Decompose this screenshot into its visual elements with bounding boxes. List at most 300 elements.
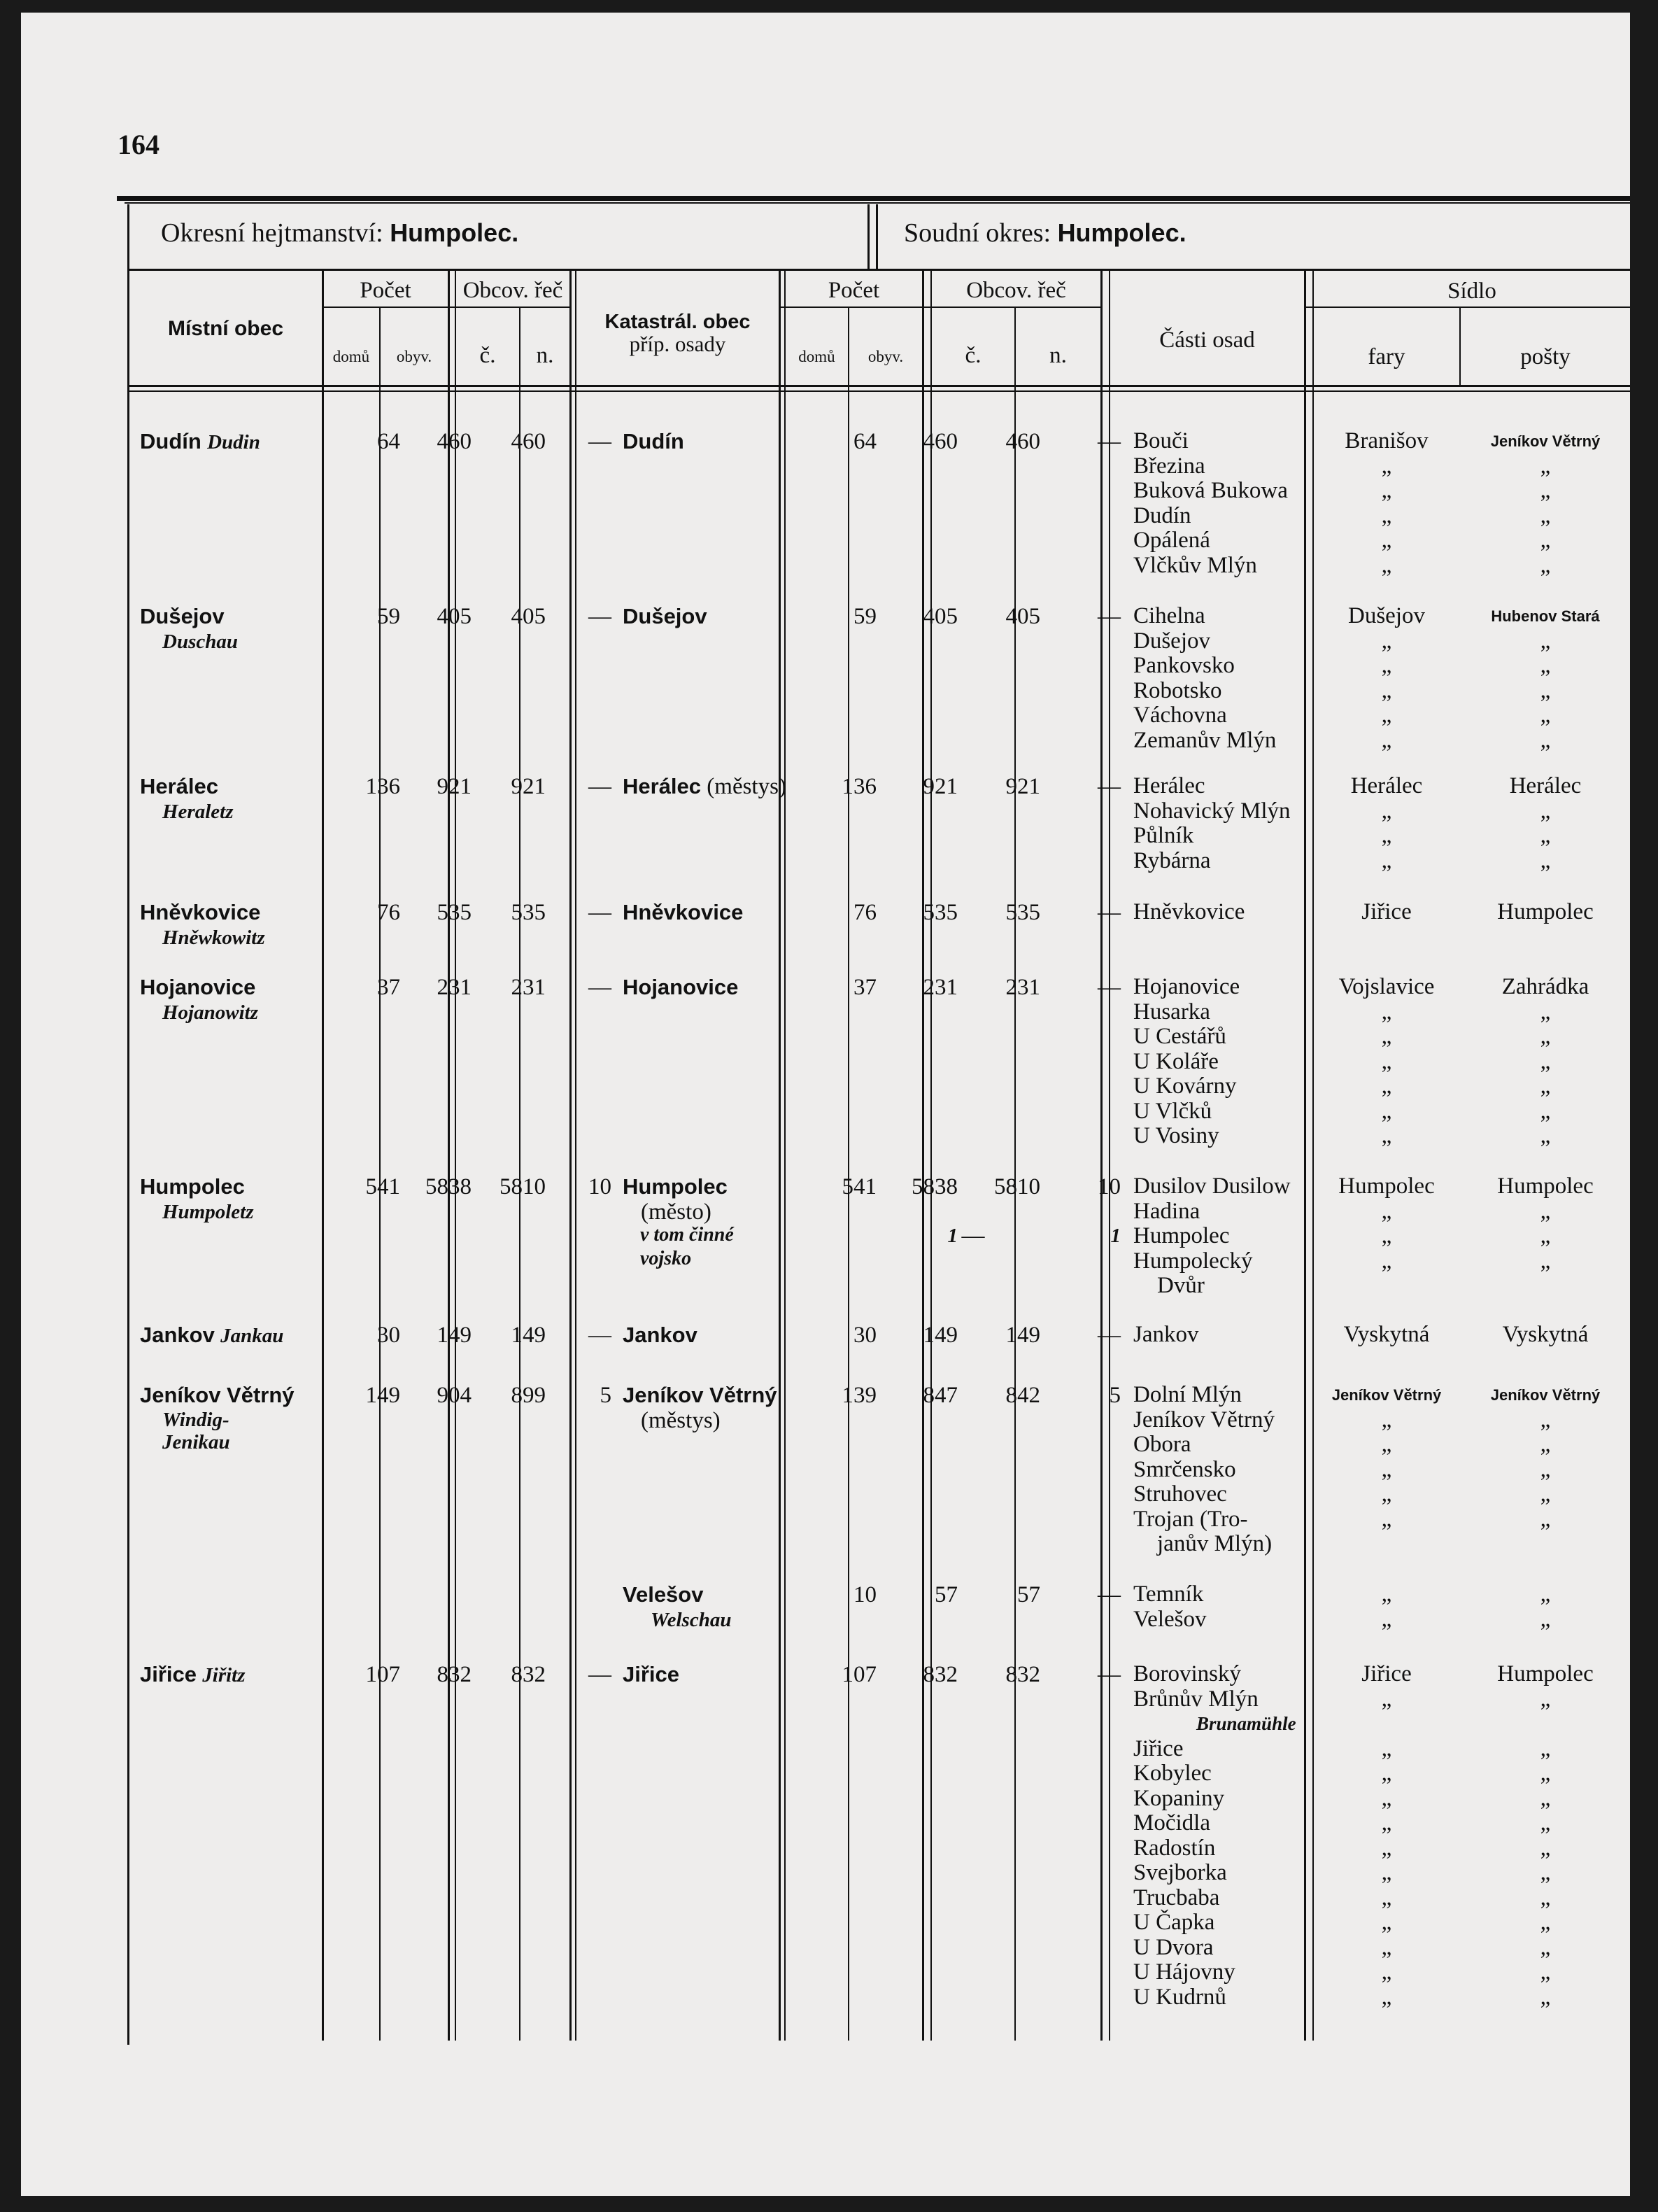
- vrule: [1109, 270, 1110, 2041]
- table-cell-posty: [1461, 774, 1630, 873]
- col-katastr: Katastrál. obec příp. osady: [604, 311, 751, 356]
- fara: „: [1381, 703, 1392, 728]
- cast-osady: Velešov: [1133, 1606, 1207, 1632]
- col-n-2: n.: [1049, 343, 1067, 368]
- table-cell-posty: [1461, 1174, 1630, 1299]
- posta: Herálec: [1509, 773, 1582, 798]
- cast-osady: Robotsko: [1133, 677, 1222, 703]
- table-cell-casti: [1133, 1174, 1291, 1299]
- table-cell-obec: [140, 1323, 322, 1349]
- posta: Humpolec: [1497, 899, 1594, 924]
- table-cell-kat_domu: 10: [853, 1582, 877, 1607]
- posta: „: [1540, 1432, 1551, 1457]
- col-obyv-2: obyv.: [867, 348, 904, 365]
- fara: „: [1381, 1686, 1392, 1712]
- posta: „: [1540, 1606, 1551, 1632]
- table-cell-kat_c: 460: [1005, 429, 1040, 454]
- table-cell-c: 149: [511, 1323, 546, 1348]
- col-mistni-obec: Místní obec: [167, 317, 283, 340]
- col-obyv-1: obyv.: [396, 348, 432, 365]
- fara: „: [1381, 1506, 1392, 1532]
- table-cell-kat_obyv: 5838: [912, 1174, 958, 1199]
- posta: Zahrádka: [1501, 974, 1589, 999]
- vojsko-note: v tom činné vojsko: [640, 1224, 734, 1269]
- table-cell-c: 899: [511, 1383, 546, 1408]
- cast-osady: Hadina: [1133, 1198, 1200, 1224]
- table-cell-n: —: [588, 429, 611, 454]
- table-cell-fary: [1314, 429, 1459, 578]
- cast-osady: Dolní Mlýn: [1133, 1382, 1242, 1407]
- table-cell-posty: [1461, 1582, 1630, 1632]
- cast-osady: Jeníkov Větrný: [1133, 1407, 1275, 1432]
- table-cell-kat_c: 149: [1005, 1323, 1040, 1348]
- colhead-bottom-rule: [127, 385, 1630, 387]
- table-cell-c: 405: [511, 604, 546, 629]
- posta: „: [1540, 999, 1551, 1024]
- table-cell-obec: [140, 604, 322, 654]
- table-cell-fary: [1314, 1174, 1459, 1299]
- table-cell-kat_obyv: 231: [923, 975, 958, 1000]
- fara: „: [1381, 1248, 1392, 1274]
- fara: Vyskytná: [1343, 1322, 1430, 1347]
- cast-osady: U Vosiny: [1133, 1123, 1219, 1148]
- table-cell-kat_domu: 59: [853, 604, 877, 629]
- table-cell-kat_c: 5810: [994, 1174, 1040, 1199]
- col-fary: fary: [1368, 344, 1405, 369]
- fara: „: [1381, 552, 1392, 578]
- fara: Vojslavice: [1338, 974, 1435, 999]
- fara: Jiřice: [1361, 1661, 1412, 1686]
- table-cell-kat_obyv: 460: [923, 429, 958, 454]
- table-cell-domu: 149: [365, 1383, 400, 1408]
- posta: „: [1540, 823, 1551, 848]
- table-cell-casti: [1133, 774, 1291, 873]
- fara: „: [1381, 1123, 1392, 1148]
- table-cell-casti: [1133, 1582, 1206, 1632]
- fara: „: [1381, 1910, 1392, 1935]
- fara: „: [1381, 1735, 1392, 1761]
- table-cell-kat_domu: 139: [842, 1383, 877, 1408]
- cast-osady: Humpolecký: [1133, 1248, 1253, 1274]
- fara: „: [1381, 628, 1392, 654]
- obec-german-name: Jiřitz: [202, 1664, 246, 1686]
- table-cell-obec: [140, 429, 322, 456]
- cast-osady: Humpolec: [1133, 1223, 1230, 1248]
- obec-german-name: Hněwkowitz: [162, 926, 265, 949]
- posta: Jeníkov Větrný: [1490, 432, 1601, 450]
- table-cell-fary: [1314, 900, 1459, 925]
- table-cell-kat_obyv: 57: [935, 1582, 958, 1607]
- vrule: [922, 270, 924, 2041]
- table-cell-c: 921: [511, 774, 546, 799]
- table-cell-domu: 30: [377, 1323, 400, 1348]
- table-cell-posty: [1461, 429, 1630, 578]
- posta: „: [1540, 1098, 1551, 1124]
- table-cell-n: 5: [600, 1383, 611, 1408]
- col-casti-osad: Části osad: [1159, 327, 1255, 353]
- table-cell-kat_n: —: [1098, 429, 1121, 454]
- posta: „: [1540, 653, 1551, 678]
- left-border: [127, 204, 129, 2045]
- table-cell-kat_obyv: 535: [923, 900, 958, 925]
- katastr-name: Humpolec: [623, 1174, 728, 1199]
- posta: „: [1540, 727, 1551, 753]
- top-rule: [117, 196, 1630, 201]
- table-cell-c: 231: [511, 975, 546, 1000]
- katastr-name: Jiřice: [623, 1662, 680, 1686]
- posta: „: [1540, 1984, 1551, 2010]
- vrule: [455, 270, 456, 2041]
- table-cell-casti: [1133, 1323, 1199, 1348]
- posta: „: [1540, 1123, 1551, 1148]
- table-cell-obyv: 535: [437, 900, 472, 925]
- cast-osady: Herálec: [1133, 773, 1205, 798]
- posta: „: [1540, 1581, 1551, 1607]
- katastr-name: Hněvkovice: [623, 900, 744, 924]
- cast-osady: Nohavický Mlýn: [1133, 798, 1291, 824]
- fara: „: [1381, 653, 1392, 678]
- posta: [1461, 1712, 1630, 1737]
- cast-osady: Dvůr: [1157, 1273, 1205, 1298]
- fara: „: [1381, 1073, 1392, 1099]
- vrule: [930, 270, 932, 2041]
- fara: „: [1381, 677, 1392, 703]
- cast-osady: Trojan (Tro-: [1133, 1506, 1248, 1532]
- fara: [1314, 1712, 1459, 1737]
- obec-name: Herálec: [140, 774, 219, 798]
- obec-german-name: Dudin: [207, 431, 260, 453]
- table-cell-obyv: 149: [437, 1323, 472, 1348]
- cast-osady: Zemanův Mlýn: [1133, 727, 1277, 753]
- katastr-name: Dudín: [623, 429, 684, 453]
- cast-osady: Váchovna: [1133, 703, 1227, 728]
- table-cell-obyv: 231: [437, 975, 472, 1000]
- katastr-name: (město): [641, 1199, 711, 1225]
- cast-osady: Obora: [1133, 1432, 1191, 1457]
- obec-name: Jiřice: [140, 1662, 197, 1686]
- fara: „: [1381, 478, 1392, 503]
- table-cell-fary: [1314, 1383, 1459, 1557]
- table-cell-posty: [1461, 1383, 1630, 1557]
- fara: „: [1381, 1048, 1392, 1074]
- fara: „: [1381, 1481, 1392, 1507]
- table-cell-obec: [140, 1662, 322, 1689]
- obec-german-name: Hojanowitz: [162, 1001, 258, 1024]
- cast-osady: Temník: [1133, 1581, 1204, 1607]
- posta: „: [1540, 528, 1551, 553]
- table-cell-kat_n: —: [1098, 1662, 1121, 1687]
- fara: „: [1381, 1885, 1392, 1910]
- vrule: [448, 270, 450, 2041]
- posta: Jeníkov Větrný: [1490, 1386, 1601, 1404]
- table-cell-kat_n: —: [1098, 604, 1121, 629]
- posta: „: [1540, 1223, 1551, 1248]
- table-cell-fary: [1314, 1323, 1459, 1348]
- table-cell-kat_domu: 76: [853, 900, 877, 925]
- obec-german-name: Duschau: [162, 630, 238, 653]
- cast-osady: Vlčkův Mlýn: [1133, 552, 1257, 578]
- header-divider-2: [876, 204, 878, 269]
- cast-osady: Jiřice: [1133, 1735, 1184, 1761]
- cast-osady: Brůnův Mlýn: [1133, 1686, 1259, 1712]
- posta: „: [1540, 478, 1551, 503]
- table-cell-kat_c: 405: [1005, 604, 1040, 629]
- document-page: [21, 13, 1630, 2196]
- cast-osady: U Kudrnů: [1133, 1984, 1226, 2010]
- table-cell-posty: [1461, 604, 1630, 753]
- table-cell-kat_n: —: [1098, 1323, 1121, 1348]
- posta: „: [1540, 1248, 1551, 1274]
- obec-german-name: Heraletz: [162, 800, 234, 823]
- col-pocet-1: Počet: [360, 278, 411, 303]
- cast-osady: Bouči: [1133, 428, 1189, 453]
- table-cell-domu: 136: [365, 774, 400, 799]
- table-cell-fary: [1314, 1662, 1459, 2010]
- vrule: [322, 270, 324, 2041]
- table-cell-kat_n: —: [1098, 774, 1121, 799]
- table-cell-obec: [140, 1174, 322, 1225]
- katastr-name: Herálec: [623, 774, 702, 798]
- cast-osady: Kobylec: [1133, 1761, 1212, 1786]
- katastr-suffix: (městys): [701, 774, 786, 799]
- cast-osady: Hněvkovice: [1133, 899, 1245, 924]
- fara: „: [1381, 798, 1392, 824]
- obec-name: Jeníkov Větrný: [140, 1383, 295, 1407]
- table-cell-kat_c: 832: [1005, 1662, 1040, 1687]
- table-cell-c: 460: [511, 429, 546, 454]
- katastr-name: Velešov: [623, 1582, 704, 1607]
- cast-osady: Hojanovice: [1133, 974, 1240, 999]
- cast-osady: U Dvora: [1133, 1934, 1214, 1960]
- fara: [1314, 1532, 1459, 1557]
- cast-osady: Rybárna: [1133, 847, 1211, 873]
- table-cell-obyv: 832: [437, 1662, 472, 1687]
- posta: „: [1540, 1481, 1551, 1507]
- posta: „: [1540, 1686, 1551, 1712]
- top-rule-thin: [125, 202, 1630, 204]
- fara: „: [1381, 1223, 1392, 1248]
- table-cell-n: —: [588, 975, 611, 1000]
- cast-osady: Radostín: [1133, 1835, 1216, 1861]
- table-cell-fary: [1314, 1582, 1459, 1632]
- fara: „: [1381, 453, 1392, 479]
- table-cell-kat_obyv: 921: [923, 774, 958, 799]
- posta: [1461, 1532, 1630, 1557]
- table-cell-kat_obyv: 847: [923, 1383, 958, 1408]
- obec-german-name: Windig-Jenikau: [162, 1408, 230, 1453]
- posta: „: [1540, 1959, 1551, 1985]
- posta: „: [1540, 1073, 1551, 1099]
- fara: „: [1381, 1959, 1392, 1985]
- fara: „: [1381, 1984, 1392, 2010]
- fara: „: [1381, 1934, 1392, 1960]
- header-divider: [867, 204, 870, 269]
- fara: „: [1381, 1198, 1392, 1224]
- table-cell-obec: [140, 975, 322, 1025]
- cast-osady: Buková Bukowa: [1133, 478, 1288, 503]
- col-posty: pošty: [1520, 344, 1571, 369]
- fara: Jeníkov Větrný: [1331, 1386, 1442, 1404]
- cast-osady: Trucbaba: [1133, 1885, 1220, 1910]
- cast-osady: U Hájovny: [1133, 1959, 1235, 1985]
- table-cell-kat_domu: 37: [853, 975, 877, 1000]
- fara: Dušejov: [1348, 603, 1425, 628]
- table-cell-c: 5810: [499, 1174, 546, 1199]
- cast-osady: Smrčensko: [1133, 1456, 1236, 1482]
- cast-osady: U Kovárny: [1133, 1073, 1237, 1099]
- colhead-bottom-rule-2: [127, 390, 1630, 392]
- table-cell-n: —: [588, 774, 611, 799]
- page-number: 164: [118, 129, 160, 160]
- table-cell-kat_n: —: [1098, 900, 1121, 925]
- table-cell-kat_n: —: [1098, 975, 1121, 1000]
- obec-german-name: Humpoletz: [162, 1200, 254, 1223]
- fara: „: [1381, 528, 1392, 553]
- posta: „: [1540, 703, 1551, 728]
- posta: Humpolec: [1497, 1174, 1594, 1199]
- sub-rule-3: [1304, 307, 1630, 308]
- katastr-german-name: Welschau: [651, 1608, 732, 1631]
- vojsko-c: —: [961, 1223, 985, 1248]
- fara: „: [1381, 1606, 1392, 1632]
- table-cell-fary: [1314, 975, 1459, 1149]
- cast-osady: Struhovec: [1133, 1481, 1227, 1507]
- katastr-name: Dušejov: [623, 604, 707, 628]
- cast-osady: Dudín: [1133, 502, 1191, 528]
- obec-name: Dudín: [140, 429, 201, 453]
- table-cell-casti: [1133, 975, 1240, 1149]
- table-cell-posty: [1461, 1323, 1630, 1348]
- katastr-name: Jeníkov Větrný: [623, 1383, 777, 1407]
- posta: „: [1540, 1024, 1551, 1049]
- obec-name: Dušejov: [140, 604, 225, 628]
- fara: „: [1381, 1024, 1392, 1049]
- col-pocet-2: Počet: [828, 278, 880, 303]
- posta: „: [1540, 677, 1551, 703]
- table-cell-kat_n: —: [1098, 1582, 1121, 1607]
- table-cell-posty: [1461, 1662, 1630, 2010]
- vojsko-obyv: 1: [947, 1225, 958, 1247]
- table-cell-kat_obyv: 405: [923, 604, 958, 629]
- posta: „: [1540, 1860, 1551, 1885]
- cast-osady: Svejborka: [1133, 1860, 1227, 1885]
- table-cell-casti: [1133, 604, 1276, 753]
- vrule: [779, 270, 781, 2041]
- fara: Jiřice: [1361, 899, 1412, 924]
- fara: Branišov: [1345, 428, 1429, 453]
- posta: „: [1540, 1456, 1551, 1482]
- katastr-name: Jankov: [623, 1323, 697, 1347]
- posta: „: [1540, 1506, 1551, 1532]
- cast-osady: Husarka: [1133, 999, 1210, 1024]
- posta: „: [1540, 453, 1551, 479]
- table-cell-casti: [1133, 900, 1245, 925]
- vrule: [1304, 270, 1306, 2041]
- posta: „: [1540, 1407, 1551, 1432]
- vrule: [569, 270, 572, 2041]
- table-cell-domu: 59: [377, 604, 400, 629]
- cast-osady: U Čapka: [1133, 1910, 1215, 1935]
- table-cell-kat_obyv: 832: [923, 1662, 958, 1687]
- table-cell-casti: [1133, 1383, 1275, 1557]
- fara: [1314, 1274, 1459, 1299]
- table-cell-kat_domu: 136: [842, 774, 877, 799]
- posta: „: [1540, 1910, 1551, 1935]
- posta: Hubenov Stará: [1491, 607, 1600, 625]
- table-cell-n: —: [588, 1662, 611, 1687]
- cast-osady: Cihelna: [1133, 603, 1205, 628]
- table-cell-n: —: [588, 604, 611, 629]
- posta: „: [1540, 1934, 1551, 1960]
- table-cell-domu: 541: [365, 1174, 400, 1199]
- fara: „: [1381, 1835, 1392, 1861]
- cast-osady: Půlník: [1133, 823, 1194, 848]
- posta: „: [1540, 1885, 1551, 1910]
- posta: „: [1540, 847, 1551, 873]
- table-cell-c: 832: [511, 1662, 546, 1687]
- fara: „: [1381, 823, 1392, 848]
- table-cell-obyv: 921: [437, 774, 472, 799]
- table-cell-n: —: [588, 900, 611, 925]
- cast-osady: Opálená: [1133, 528, 1210, 553]
- table-cell-kat_obyv: 149: [923, 1323, 958, 1348]
- fara: „: [1381, 727, 1392, 753]
- col-c-2: č.: [965, 343, 982, 368]
- table-cell-obec: [140, 774, 322, 824]
- cast-osady: U Vlčků: [1133, 1098, 1212, 1124]
- fara: Humpolec: [1338, 1174, 1435, 1199]
- fara: „: [1381, 1761, 1392, 1786]
- table-cell-casti: [1133, 1662, 1296, 2010]
- table-cell-kat_domu: 541: [842, 1174, 877, 1199]
- cast-osady: Dušejov: [1133, 628, 1210, 654]
- cast-osady: Močidla: [1133, 1810, 1210, 1836]
- col-obcov-2: Obcov. řeč: [966, 278, 1066, 303]
- posta: „: [1540, 552, 1551, 578]
- table-cell-obec: [140, 1383, 322, 1453]
- table-cell-kat_c: 231: [1005, 975, 1040, 1000]
- fara: „: [1381, 1407, 1392, 1432]
- table-cell-casti: [1133, 429, 1288, 578]
- posta: „: [1540, 502, 1551, 528]
- table-cell-kat_domu: 107: [842, 1662, 877, 1687]
- obec-german-name: Jankau: [220, 1325, 284, 1347]
- table-cell-fary: [1314, 604, 1459, 753]
- table-cell-domu: 107: [365, 1662, 400, 1687]
- court-heading: Soudní okres: Humpolec.: [904, 218, 1186, 248]
- table-cell-kat_domu: 30: [853, 1323, 877, 1348]
- table-cell-n: 10: [588, 1174, 611, 1199]
- vojsko-n: 1: [1110, 1225, 1121, 1247]
- table-cell-n: —: [588, 1323, 611, 1348]
- fara: „: [1381, 1098, 1392, 1124]
- posta: „: [1540, 628, 1551, 654]
- table-cell-kat_c: 535: [1005, 900, 1040, 925]
- fara: „: [1381, 502, 1392, 528]
- col-domu-2: domů: [798, 348, 835, 365]
- katastr-name: (městys): [641, 1407, 721, 1433]
- cast-osady: Jankov: [1133, 1322, 1199, 1347]
- posta: Humpolec: [1497, 1661, 1594, 1686]
- table-cell-c: 535: [511, 900, 546, 925]
- posta: „: [1540, 798, 1551, 824]
- fara: „: [1381, 999, 1392, 1024]
- fara: „: [1381, 1581, 1392, 1607]
- posta: „: [1540, 1048, 1551, 1074]
- table-cell-domu: 64: [377, 429, 400, 454]
- table-cell-fary: [1314, 774, 1459, 873]
- cast-osady: janův Mlýn): [1157, 1531, 1273, 1556]
